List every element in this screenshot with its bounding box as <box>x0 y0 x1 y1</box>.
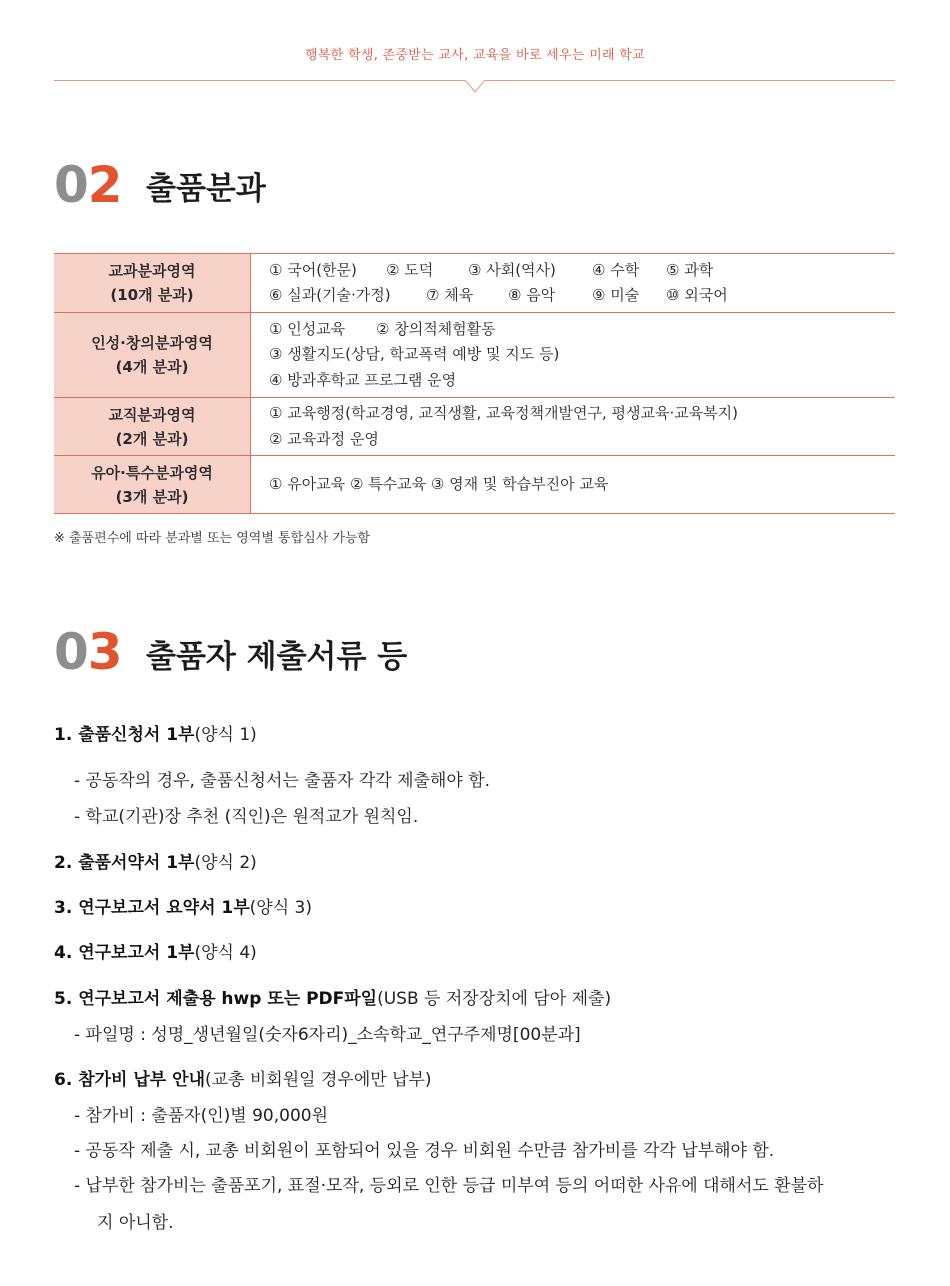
page-header-slogan: 행복한 학생, 존중받는 교사, 교육을 바로 세우는 미래 학교 <box>304 48 646 63</box>
category-table <box>54 253 895 514</box>
table-note: ※ 출품편수에 따라 분과별 또는 영역별 통합심사 가능함 <box>54 531 371 546</box>
list-item: 1. 출품신청서 1부(양식 1) <box>54 725 257 745</box>
list-subitem: - 납부한 참가비는 출품포기, 표절·모작, 등외로 인한 등급 미부여 등의 어떠한 사유에 대해서도 환불하 <box>74 1176 824 1196</box>
section-2-number: 02 <box>54 156 122 214</box>
row-body: ① 유아교육 ② 특수교육 ③ 영재 및 학습부진아 교육 <box>251 456 896 514</box>
row-header: 교직분과영역 (2개 분과) <box>54 398 251 456</box>
row-body: ① 교육행정(학교경영, 교직생활, 교육정책개발연구, 평생교육·교육복지) ② 교육과정 운영 <box>251 398 896 456</box>
list-item: 4. 연구보고서 1부(양식 4) <box>54 943 257 963</box>
list-item: 6. 참가비 납부 안내(교총 비회원일 경우에만 납부) <box>54 1070 432 1090</box>
table-row <box>54 398 895 456</box>
list-subitem: - 파일명 : 성명_생년월일(숫자6자리)_소속학교_연구주제명[00분과] <box>74 1025 581 1045</box>
list-subitem-continuation: 지 아니함. <box>97 1213 174 1233</box>
section-3-title: 출품자 제출서류 등 <box>146 639 408 675</box>
list-item: 5. 연구보고서 제출용 hwp 또는 PDF파일(USB 등 저장장치에 담아 제출) <box>54 989 612 1009</box>
list-subitem: - 공동작 제출 시, 교총 비회원이 포함되어 있을 경우 비회원 수만큼 참가비를 각각 납부해야 함. <box>74 1141 775 1161</box>
section-3-number: 03 <box>54 623 122 681</box>
table-row <box>54 456 895 514</box>
section-2-title: 출품분과 <box>146 171 266 207</box>
row-header: 인성·창의분과영역 (4개 분과) <box>54 313 251 398</box>
row-body: ① 인성교육 ② 창의적체험활동 ③ 생활지도(상담, 학교폭력 예방 및 지도 등) ④ 방과후학교 프로그램 운영 <box>251 313 896 398</box>
list-subitem: - 학교(기관)장 추천 (직인)은 원적교가 원칙임. <box>74 807 419 827</box>
list-item: 3. 연구보고서 요약서 1부(양식 3) <box>54 898 313 918</box>
row-header: 유아·특수분과영역 (3개 분과) <box>54 456 251 514</box>
list-subitem: - 참가비 : 출품자(인)별 90,000원 <box>74 1106 329 1126</box>
row-header: 교과분과영역 (10개 분과) <box>54 254 251 313</box>
header-notch-icon <box>465 79 485 93</box>
table-row <box>54 313 895 398</box>
table-row <box>54 254 895 313</box>
row-body: ① 국어(한문) ② 도덕 ③ 사회(역사) ④ 수학 ⑤ 과학 ⑥ 실과(기술·가정) ⑦ 체육 ⑧ 음악 ⑨ 미술 ⑩ 외국어 <box>251 254 896 313</box>
list-item: 2. 출품서약서 1부(양식 2) <box>54 853 257 873</box>
list-subitem: - 공동작의 경우, 출품신청서는 출품자 각각 제출해야 함. <box>74 771 491 791</box>
